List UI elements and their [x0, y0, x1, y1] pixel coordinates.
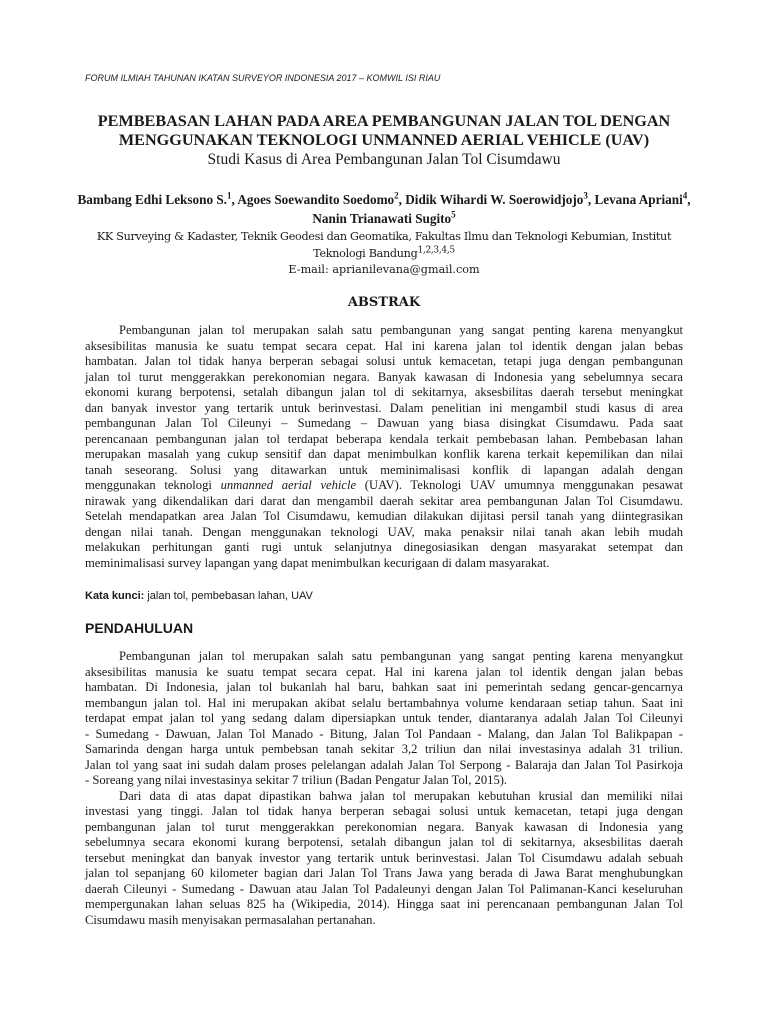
text-line: Pembangunan jalan tol merupakan salah satu pembangunan yang sangat penting karena menyangkut	[119, 649, 683, 663]
text-line: Setelah mendapatkan area Jalan Tol Cisumdawu, kemudian dilakukan dijitasi persil tanah yang diintegrasikan	[85, 509, 683, 523]
author-name: Levana Apriani	[594, 192, 683, 207]
author-separator: ,	[231, 192, 238, 207]
italic-term: unmanned aerial vehicle	[220, 478, 357, 492]
text-line: dan banyak investor yang tertarik untuk berinvestasi. Dalam penelitian ini mengambil studi kasus di area	[85, 400, 683, 415]
introduction-body	[85, 649, 683, 928]
text-line: mempergunakan lahan seluas 825 ha (Wikipedia, 2014). Hingga saat ini perencanaan pembangunan Jalan Tol	[85, 897, 683, 911]
author-list	[70, 190, 698, 228]
author-name: Didik Wihardi W. Soerowidjojo	[405, 192, 584, 207]
author-superscript: 3	[583, 190, 588, 201]
text-line: merupakan masalah yang cukup sensitif dan dapat menimbulkan konflik karena terkait kepemilikan dan nilai	[85, 447, 683, 461]
title-line: MENGGUNAKAN TEKNOLOGI UNMANNED AERIAL VEHICLE (UAV)	[118, 131, 650, 149]
running-header: FORUM ILMIAH TAHUNAN IKATAN SURVEYOR INDONESIA 2017 – KOMWIL ISI RIAU	[85, 73, 441, 83]
affiliation-text: KK Surveying & Kadaster, Teknik Geodesi dan Geomatika, Fakultas Ilmu dan Teknologi Kebumian, Institut Teknologi Bandung	[96, 230, 672, 260]
text-line: - Soreang yang nilai investasinya sekitar 7 triliun (Badan Pengatur Jalan Tol, 2015).	[85, 773, 508, 787]
text-line: Cisumdawu masih menyisakan permasalahan pertanahan.	[85, 912, 376, 927]
author-name: Nanin Trianawati Sugito	[312, 211, 452, 226]
text-line: Pembangunan jalan tol merupakan salah satu pembangunan yang sangat penting karena menyangkut	[119, 323, 683, 337]
paper-title	[70, 112, 698, 150]
text-line: hambatan. Jalan tol tidak hanya berperan sebagai solusi untuk kemacetan, tetapi juga dengan pembangunan	[85, 354, 683, 368]
text-line: dengan nilai tanah. Dengan menggunakan teknologi UAV, maka penaksir nilai tanah akan lebih mudah	[85, 524, 683, 539]
text-line: jalan tol turut menggerakkan perekonomian negara. Banyak kawasan di Indonesia yang sebelumnya secara	[85, 369, 683, 384]
author-superscript: 1	[226, 190, 232, 201]
text-line: tanah seseorang. Solusi yang ditawarkan untuk meminimalisasi konflik di lapangan adalah dengan	[85, 462, 683, 477]
title-line: PEMBEBASAN LAHAN PADA AREA PEMBANGUNAN JALAN TOL DENGAN	[97, 112, 671, 130]
text-line: Samarinda dengan harga untuk pembebsan tanah sekitar 3,2 triliun dan nilai investasinya adalah 31 triliun.	[85, 742, 683, 756]
author-name: Agoes Soewandito Soedomo	[237, 192, 395, 207]
text-line: perencanaan pembangunan jalan tol terdapat beberapa kendala terkait pembebasan lahan. Pembebasan lahan	[85, 431, 683, 446]
keywords	[85, 589, 683, 603]
text-line: aksesibilitas manusia ke suatu tempat secara cepat. Hal ini karena jalan tol identik dengan jalan bebas	[85, 664, 683, 679]
author-superscript: 4	[682, 190, 688, 201]
text-line: jalan tol sepanjang 60 kilometer bagian dari Jalan Tol Trans Jawa yang berada di Jawa Barat menghubungkan	[85, 866, 683, 880]
text-line: pembangunan jalan tol turut menggerakkan perekonomian negara. Banyak kawasan di Indonesia yang	[85, 819, 683, 834]
affiliation	[70, 228, 698, 262]
abstract-body	[85, 323, 683, 571]
text-line: nirawak yang dikendalikan dari darat dan mengambil daerah sekitar area pembangunan Jalan Tol Cisumdawu.	[85, 493, 683, 508]
keywords-label: Kata kunci:	[85, 590, 145, 602]
text-line: ekonomi kurang berpotensi, setalah dibangun jalan tol di sekitarnya, aksesbilitas daerah tersebut meningkat	[85, 385, 683, 399]
text-line: melakukan perhitungan ganti rugi untuk selanjutnya dinegosiasikan dengan masyarakat setempat dan	[85, 540, 683, 554]
text-line: sebelumnya secara ekonomi kurang berpotensi, setalah dibangun jalan tol di sekitarnya, aksesbilitas daerah	[85, 835, 683, 849]
text-line: menggunakan teknologi unmanned aerial vehicle (UAV). Teknologi UAV umumnya menggunakan pesawat	[85, 478, 683, 492]
author-superscript: 2	[394, 190, 399, 201]
section-heading: PENDAHULUAN	[85, 620, 194, 636]
affiliation-superscript: 1,2,3,4,5	[417, 245, 455, 256]
text-line: hambatan. Di Indonesia, jalan tol bukanlah hal baru, bahkan saat ini pemerintah sedang gencar-gencarnya	[85, 680, 683, 694]
author-superscript: 5	[451, 209, 456, 220]
author-separator: ,	[687, 192, 691, 207]
author-name: Bambang Edhi Leksono S.	[77, 192, 227, 207]
paper-subtitle: Studi Kasus di Area Pembangunan Jalan Tol Cisumdawu	[207, 151, 561, 168]
text-line: meminimalisasi survey lapangan yang dapat menimbulkan kecurigaan di dalam masyarakat.	[85, 555, 550, 570]
text-line: investasi yang tinggi. Jalan tol tidak hanya berperan sebagai solusi untuk kemacetan, tetapi juga dengan	[85, 804, 683, 818]
text-line: daerah Cileunyi - Sumedang - Dawuan atau Jalan Tol Padaleunyi dengan Jalan Tol Palimanan-Kanci keseluruhan	[85, 881, 683, 896]
text-line: terdapat empat jalan tol yang sedang dalam dipersiapkan untuk tender, diantaranya adalah Jalan Tol Cileunyi	[85, 711, 683, 725]
author-separator: ,	[587, 192, 595, 207]
text-line: aksesibilitas manusia ke suatu tempat secara cepat. Hal ini karena jalan tol identik dengan jalan bebas	[85, 338, 683, 353]
text-line: membangun jalan tol. Hal ini merupakan akibat selalu bertambahnya volume kendaraan setiap tahun. Saat ini	[85, 695, 683, 710]
text-line: tersebut meningkat dan banyak investor yang tertarik untuk berinvestasi. Jalan Tol Cisumdawu adalah sebuah	[85, 850, 683, 865]
text-line: pembangunan Jalan Tol Cileunyi – Sumedang – Dawuan yang biasa disingkat Cisumdawu. Pada saat	[85, 416, 683, 430]
author-email: E-mail: aprianilevana@gmail.com	[288, 263, 480, 276]
text-line: - Sumedang - Dawuan, Jalan Tol Manado - Bitung, Jalan Tol Pandaan - Malang, dan Jalan Tol Balikpapan -	[85, 726, 683, 741]
keywords-text: jalan tol, pembebasan lahan, UAV	[144, 590, 313, 602]
author-separator: ,	[398, 192, 406, 207]
text-line: Jalan tol yang saat ini sudah dalam proses pelelangan adalah Jalan Tol Serpong - Balaraja dan Jalan Tol Pasirkoja	[85, 757, 683, 772]
abstract-heading: ABSTRAK	[347, 295, 421, 310]
text-line: Dari data di atas dapat dipastikan bahwa jalan tol merupakan kebutuhan krusial dan memiliki nilai	[119, 788, 683, 803]
